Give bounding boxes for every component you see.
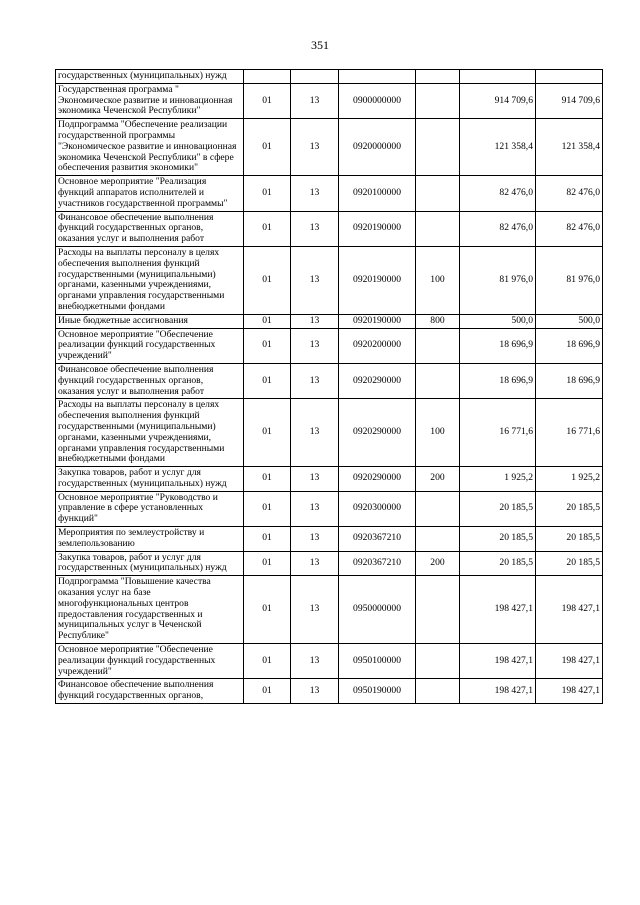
row-subsection-cell: 13 <box>291 576 339 644</box>
row-expense-type-cell: 800 <box>416 314 460 328</box>
row-section-cell: 01 <box>244 314 291 328</box>
row-amount-1-cell <box>460 70 536 84</box>
row-amount-2-cell: 121 358,4 <box>536 119 603 176</box>
row-amount-1-cell: 20 185,5 <box>460 527 536 552</box>
row-section-cell: 01 <box>244 246 291 314</box>
table-row <box>56 83 603 118</box>
table-row <box>56 211 603 246</box>
row-amount-2-cell: 198 427,1 <box>536 576 603 644</box>
row-name-cell: Закупка товаров, работ и услуг для государственных (муниципальных) нужд <box>56 551 244 576</box>
row-subsection-cell: 13 <box>291 119 339 176</box>
row-expense-type-cell <box>416 644 460 679</box>
row-amount-1-cell: 1 925,2 <box>460 467 536 492</box>
row-name-cell: Основное мероприятие "Обеспечение реализации функций государственных учреждений" <box>56 644 244 679</box>
row-expense-type-cell: 200 <box>416 551 460 576</box>
row-name-cell: Подпрограмма "Обеспечение реализации государственной программы "Экономическое развитие и инновационная экономика Чеченской Республики" в сфере обеспечения развития экономики" <box>56 119 244 176</box>
row-section-cell: 01 <box>244 644 291 679</box>
row-name-cell: Основное мероприятие "Реализация функций аппаратов исполнителей и участников государственной программы" <box>56 176 244 211</box>
row-target-article-cell: 0950100000 <box>339 644 416 679</box>
row-section-cell: 01 <box>244 83 291 118</box>
row-expense-type-cell: 200 <box>416 467 460 492</box>
table-row <box>56 576 603 644</box>
row-amount-1-cell: 82 476,0 <box>460 211 536 246</box>
row-amount-1-cell: 198 427,1 <box>460 644 536 679</box>
row-name-cell: Расходы на выплаты персоналу в целях обеспечения выполнения функций государственными (муниципальными) органами, казенными учреждениями, органами управления государственными внебюджетными фондами <box>56 246 244 314</box>
row-amount-1-cell: 16 771,6 <box>460 399 536 467</box>
row-amount-1-cell: 198 427,1 <box>460 576 536 644</box>
row-amount-1-cell: 121 358,4 <box>460 119 536 176</box>
row-expense-type-cell <box>416 679 460 704</box>
row-section-cell: 01 <box>244 211 291 246</box>
row-amount-1-cell: 198 427,1 <box>460 679 536 704</box>
row-name-cell: Мероприятия по землеустройству и землепользованию <box>56 527 244 552</box>
row-amount-2-cell: 198 427,1 <box>536 679 603 704</box>
row-target-article-cell: 0920200000 <box>339 328 416 363</box>
row-name-cell: Государственная программа " Экономическое развитие и инновационная экономика Чеченской Республики" <box>56 83 244 118</box>
table-row <box>56 467 603 492</box>
row-expense-type-cell <box>416 328 460 363</box>
row-expense-type-cell: 100 <box>416 399 460 467</box>
row-section-cell: 01 <box>244 467 291 492</box>
row-amount-2-cell: 20 185,5 <box>536 551 603 576</box>
row-amount-2-cell: 16 771,6 <box>536 399 603 467</box>
row-section-cell: 01 <box>244 527 291 552</box>
row-expense-type-cell <box>416 70 460 84</box>
row-expense-type-cell <box>416 491 460 526</box>
row-subsection-cell: 13 <box>291 644 339 679</box>
row-amount-2-cell <box>536 70 603 84</box>
row-amount-2-cell: 18 696,9 <box>536 328 603 363</box>
row-target-article-cell: 0920367210 <box>339 551 416 576</box>
row-name-cell: Подпрограмма "Повышение качества оказания услуг на базе многофункциональных центров предоставления государственных и муниципальных услуг в Чеченской Республике" <box>56 576 244 644</box>
row-name-cell: Основное мероприятие "Обеспечение реализации функций государственных учреждений" <box>56 328 244 363</box>
table-row <box>56 491 603 526</box>
row-amount-2-cell: 500,0 <box>536 314 603 328</box>
row-target-article-cell: 0920190000 <box>339 211 416 246</box>
row-target-article-cell: 0920300000 <box>339 491 416 526</box>
row-expense-type-cell <box>416 363 460 398</box>
row-amount-2-cell: 914 709,6 <box>536 83 603 118</box>
row-target-article-cell: 0950000000 <box>339 576 416 644</box>
row-section-cell: 01 <box>244 679 291 704</box>
row-section-cell: 01 <box>244 491 291 526</box>
row-amount-1-cell: 81 976,0 <box>460 246 536 314</box>
row-amount-1-cell: 18 696,9 <box>460 328 536 363</box>
row-name-cell: Финансовое обеспечение выполнения функций государственных органов, оказания услуг и выполнения работ <box>56 363 244 398</box>
row-expense-type-cell <box>416 527 460 552</box>
row-section-cell: 01 <box>244 551 291 576</box>
row-target-article-cell: 0920000000 <box>339 119 416 176</box>
row-amount-1-cell: 18 696,9 <box>460 363 536 398</box>
table-row <box>56 70 603 84</box>
row-subsection-cell: 13 <box>291 83 339 118</box>
budget-table <box>55 69 603 704</box>
row-section-cell: 01 <box>244 328 291 363</box>
row-expense-type-cell <box>416 83 460 118</box>
table-row <box>56 551 603 576</box>
table-row <box>56 644 603 679</box>
row-amount-1-cell: 500,0 <box>460 314 536 328</box>
row-amount-2-cell: 18 696,9 <box>536 363 603 398</box>
row-target-article-cell: 0950190000 <box>339 679 416 704</box>
row-subsection-cell: 13 <box>291 314 339 328</box>
row-target-article-cell: 0900000000 <box>339 83 416 118</box>
table-row <box>56 527 603 552</box>
row-subsection-cell: 13 <box>291 246 339 314</box>
row-subsection-cell: 13 <box>291 328 339 363</box>
row-section-cell: 01 <box>244 176 291 211</box>
row-name-cell: Финансовое обеспечение выполнения функций государственных органов, <box>56 679 244 704</box>
row-target-article-cell: 0920290000 <box>339 467 416 492</box>
row-amount-2-cell: 82 476,0 <box>536 176 603 211</box>
row-target-article-cell <box>339 70 416 84</box>
row-subsection-cell: 13 <box>291 467 339 492</box>
row-amount-1-cell: 20 185,5 <box>460 491 536 526</box>
row-name-cell: Иные бюджетные ассигнования <box>56 314 244 328</box>
row-amount-1-cell: 20 185,5 <box>460 551 536 576</box>
row-subsection-cell: 13 <box>291 679 339 704</box>
row-subsection-cell: 13 <box>291 527 339 552</box>
row-section-cell: 01 <box>244 363 291 398</box>
table-row <box>56 679 603 704</box>
row-target-article-cell: 0920290000 <box>339 363 416 398</box>
table-row <box>56 246 603 314</box>
table-row <box>56 314 603 328</box>
table-row <box>56 119 603 176</box>
table-row <box>56 363 603 398</box>
row-amount-2-cell: 1 925,2 <box>536 467 603 492</box>
table-row <box>56 399 603 467</box>
row-name-cell: Основное мероприятие "Руководство и управление в сфере установленных функций" <box>56 491 244 526</box>
row-subsection-cell: 13 <box>291 491 339 526</box>
row-subsection-cell <box>291 70 339 84</box>
row-target-article-cell: 0920290000 <box>339 399 416 467</box>
row-target-article-cell: 0920190000 <box>339 314 416 328</box>
row-target-article-cell: 0920190000 <box>339 246 416 314</box>
row-expense-type-cell: 100 <box>416 246 460 314</box>
row-expense-type-cell <box>416 119 460 176</box>
row-name-cell: Закупка товаров, работ и услуг для государственных (муниципальных) нужд <box>56 467 244 492</box>
row-section-cell: 01 <box>244 576 291 644</box>
row-expense-type-cell <box>416 211 460 246</box>
row-subsection-cell: 13 <box>291 363 339 398</box>
row-amount-2-cell: 20 185,5 <box>536 491 603 526</box>
row-expense-type-cell <box>416 576 460 644</box>
row-subsection-cell: 13 <box>291 211 339 246</box>
row-amount-2-cell: 81 976,0 <box>536 246 603 314</box>
row-name-cell: Расходы на выплаты персоналу в целях обеспечения выполнения функций государственными (муниципальными) органами, казенными учреждениями, органами управления государственными внебюджетными фондами <box>56 399 244 467</box>
row-subsection-cell: 13 <box>291 399 339 467</box>
row-target-article-cell: 0920367210 <box>339 527 416 552</box>
row-section-cell <box>244 70 291 84</box>
table-row <box>56 176 603 211</box>
row-amount-1-cell: 914 709,6 <box>460 83 536 118</box>
row-target-article-cell: 0920100000 <box>339 176 416 211</box>
row-name-cell: государственных (муниципальных) нужд <box>56 70 244 84</box>
row-expense-type-cell <box>416 176 460 211</box>
row-section-cell: 01 <box>244 399 291 467</box>
row-amount-2-cell: 82 476,0 <box>536 211 603 246</box>
row-subsection-cell: 13 <box>291 176 339 211</box>
row-section-cell: 01 <box>244 119 291 176</box>
row-name-cell: Финансовое обеспечение выполнения функций государственных органов, оказания услуг и выполнения работ <box>56 211 244 246</box>
table-row <box>56 328 603 363</box>
row-amount-2-cell: 198 427,1 <box>536 644 603 679</box>
page-number: 351 <box>311 38 329 52</box>
row-subsection-cell: 13 <box>291 551 339 576</box>
row-amount-1-cell: 82 476,0 <box>460 176 536 211</box>
budget-table-body <box>56 70 603 704</box>
row-amount-2-cell: 20 185,5 <box>536 527 603 552</box>
